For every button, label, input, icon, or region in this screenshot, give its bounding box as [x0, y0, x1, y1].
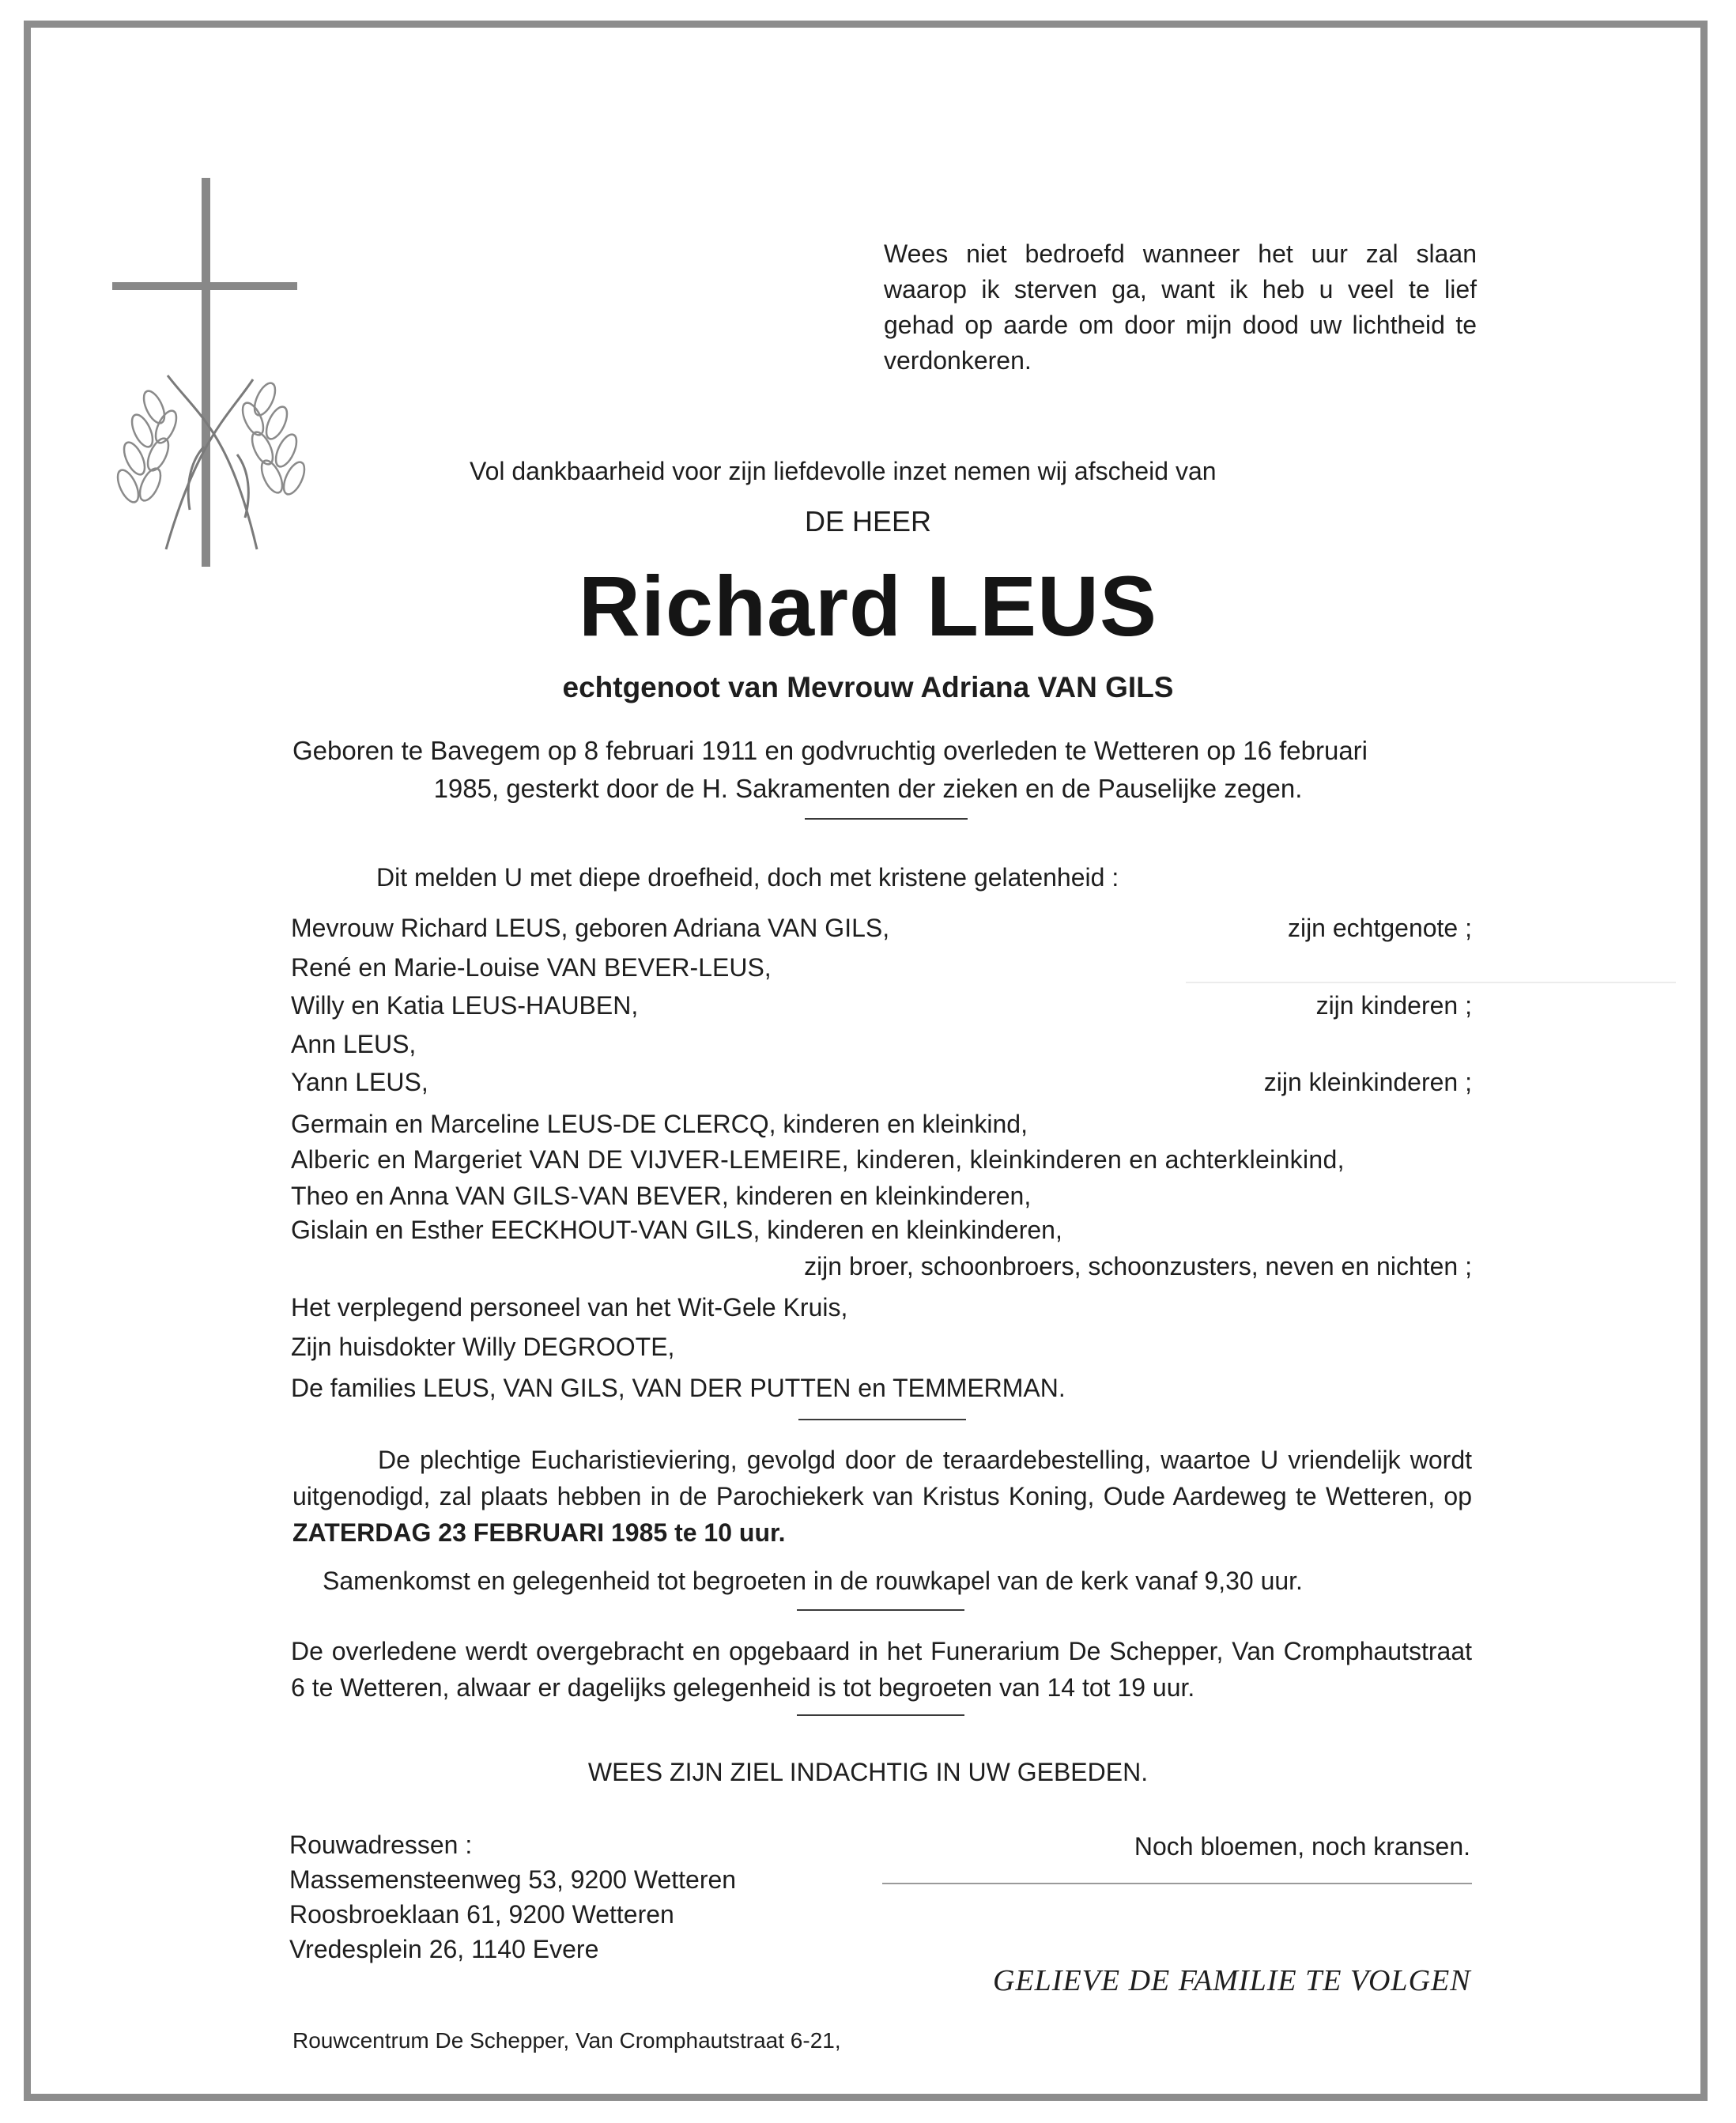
mourner-relation: zijn kinderen ;: [1315, 991, 1472, 1020]
addresses-block: [289, 1827, 736, 1967]
poem-text: Wees niet bedroefd wanneer het uur zal slaan waarop ik sterven ga, want ik heb u veel te lief gehad op aarde om door mijn dood uw lichtheid te verdonkeren.: [884, 239, 1477, 375]
intro-text: Vol dankbaarheid voor zijn liefdevolle inzet nemen wij afscheid van: [470, 457, 1217, 485]
address-line: Roosbroeklaan 61, 9200 Wetteren: [289, 1900, 674, 1929]
honorific: DE HEER: [804, 505, 932, 537]
address-line: Massemensteenweg 53, 9200 Wetteren: [289, 1865, 737, 1894]
mourner-name: Willy en Katia LEUS-HAUBEN,: [291, 991, 639, 1020]
mourner-name: Yann LEUS,: [291, 1068, 428, 1096]
mourner-name: Theo en Anna VAN GILS-VAN BEVER, kinderen en kleinkinderen,: [291, 1182, 1032, 1210]
ceremony-date: ZATERDAG 23 FEBRUARI 1985 te 10 uur.: [292, 1518, 786, 1547]
gathering-text: Samenkomst en gelegenheid tot begroeten in de rouwkapel van de kerk vanaf 9,30 uur.: [323, 1567, 1303, 1595]
no-flowers-text: Noch bloemen, noch kransen.: [1134, 1832, 1470, 1861]
footer-printer: Rouwcentrum De Schepper, Van Cromphautstraat 6-21,: [292, 2028, 841, 2053]
mourner-name: Ann LEUS,: [291, 1030, 417, 1058]
addresses-title: Rouwadressen :: [289, 1831, 473, 1859]
divider: [805, 818, 968, 820]
deceased-name: Richard LEUS: [578, 558, 1158, 654]
announcement-text: Dit melden U met diepe droefheid, doch met kristene gelatenheid :: [376, 863, 1119, 892]
mourner-relation: zijn broer, schoonbroers, schoonzusters, neven en nichten ;: [804, 1252, 1472, 1280]
prayer-text: WEES ZIJN ZIEL INDACHTIG IN UW GEBEDEN.: [587, 1758, 1149, 1786]
spouse-line: echtgenoot van Mevrouw Adriana VAN GILS: [562, 671, 1174, 703]
divider: [882, 1883, 1472, 1884]
mourner-name: Zijn huisdokter Willy DEGROOTE,: [291, 1333, 675, 1361]
mourner-relation: zijn echtgenote ;: [1287, 914, 1472, 942]
mourner-name: Gislain en Esther EECKHOUT-VAN GILS, kinderen en kleinkinderen,: [291, 1216, 1062, 1244]
divider: [797, 1714, 964, 1716]
mourner-name: Mevrouw Richard LEUS, geboren Adriana VAN GILS,: [291, 914, 890, 942]
ceremony-paragraph: [292, 1442, 1472, 1551]
address-line: Vredesplein 26, 1140 Evere: [289, 1935, 599, 1963]
mourner-relation: zijn kleinkinderen ;: [1263, 1068, 1472, 1096]
birth-line-1: Geboren te Bavegem op 8 februari 1911 en godvruchtig overleden te Wetteren op 16 februari: [292, 736, 1368, 765]
paper-crease: [1186, 982, 1676, 983]
divider: [798, 1419, 966, 1420]
mourner-name: Germain en Marceline LEUS-DE CLERCQ, kinderen en kleinkind,: [291, 1110, 1028, 1138]
ceremony-text: De plechtige Eucharistieviering, gevolgd door de teraardebestelling, waartoe U vriendelijk wordt uitgenodigd, zal plaats hebben in de Parochiekerk van Kristus Koning, Oude Aardeweg te Wetteren, op: [292, 1446, 1472, 1510]
mourner-name: Alberic en Margeriet VAN DE VIJVER-LEMEIRE, kinderen, kleinkinderen en achterkleinkind,: [291, 1145, 1345, 1174]
mourner-name: De families LEUS, VAN GILS, VAN DER PUTTEN en TEMMERMAN.: [291, 1374, 1066, 1402]
birth-line-2: 1985, gesterkt door de H. Sakramenten der zieken en de Pauselijke zegen.: [433, 774, 1303, 803]
follow-family-text: GELIEVE DE FAMILIE TE VOLGEN: [993, 1964, 1471, 1997]
funerarium-text: De overledene werdt overgebracht en opgebaard in het Funerarium De Schepper, Van Cromphautstraat 6 te Wetteren, alwaar er dagelijks gelegenheid is tot begroeten van 14 tot 19 uur.: [291, 1637, 1472, 1702]
mourner-name: René en Marie-Louise VAN BEVER-LEUS,: [291, 953, 772, 982]
mourner-name: Het verplegend personeel van het Wit-Gele Kruis,: [291, 1293, 848, 1322]
divider: [797, 1609, 964, 1611]
